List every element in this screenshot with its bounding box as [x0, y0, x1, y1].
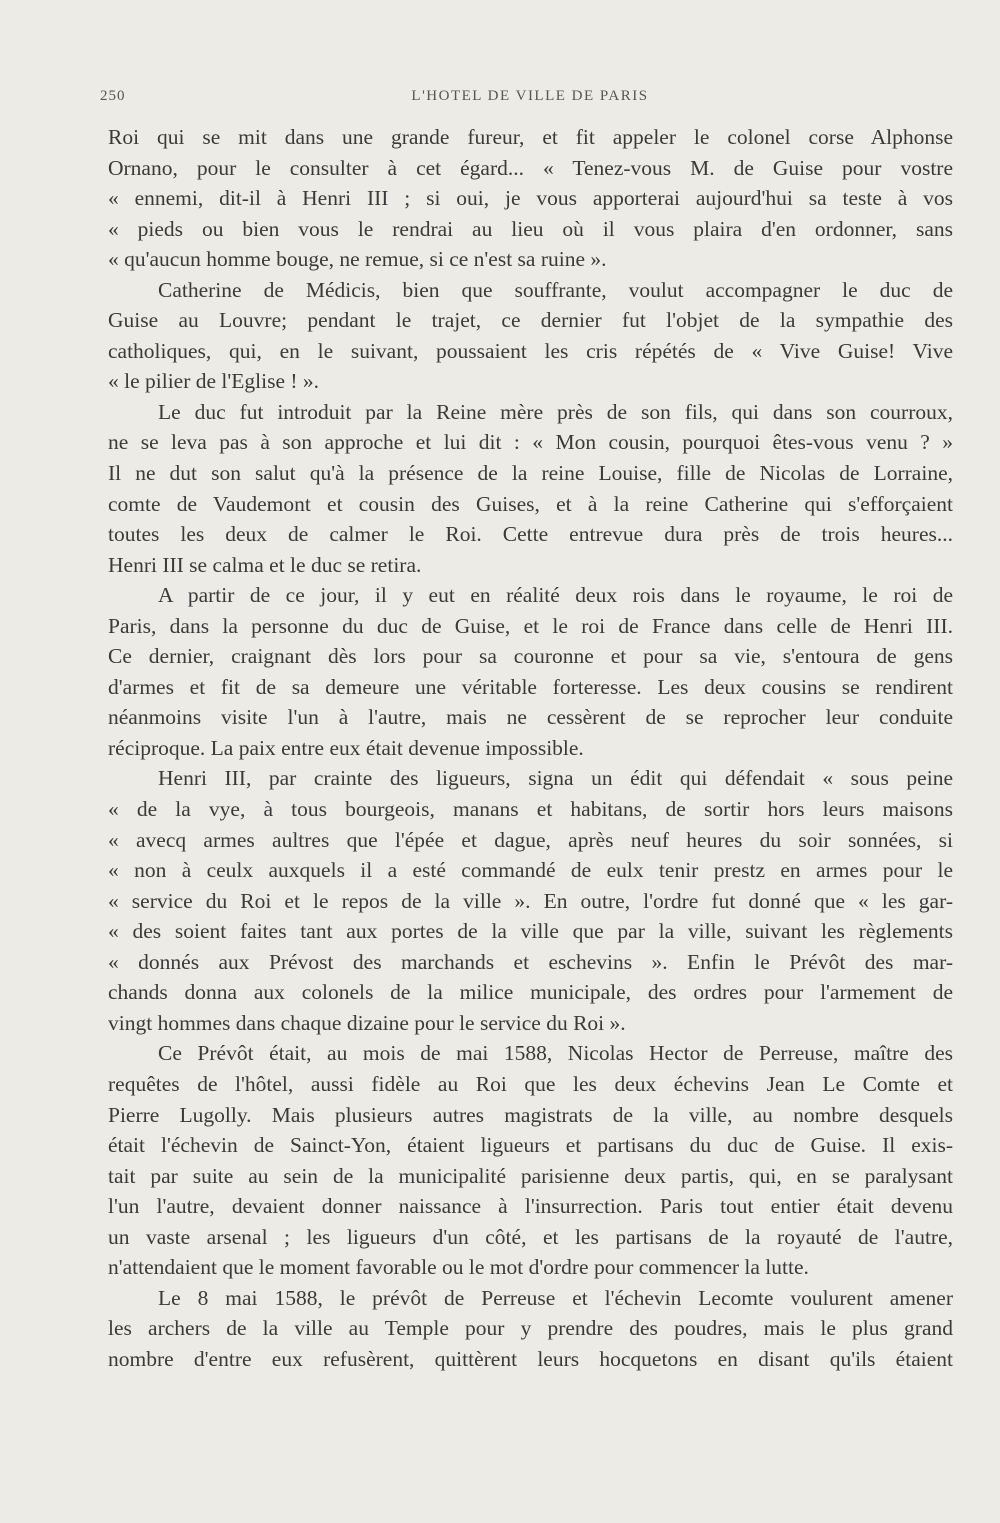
- text-line: Ornano, pour le consulter à cet égard... « Tenez-vous M. de Guise pour vostre: [108, 155, 953, 180]
- page-header: [100, 86, 960, 116]
- body-text: [108, 122, 953, 1374]
- paragraph-first-line: Le 8 mai 1588, le prévôt de Perreuse et l'échevin Lecomte voulurent amener: [158, 1285, 953, 1310]
- text-line: néanmoins visite l'un à l'autre, mais ne cessèrent de se reprocher leur conduite: [108, 705, 953, 730]
- text-line: toutes les deux de calmer le Roi. Cette entrevue dura près de trois heures...: [108, 522, 953, 547]
- text-line: « non à ceulx auxquels il a esté commandé de eulx tenir prestz en armes pour le: [108, 858, 953, 883]
- text-line: nombre d'entre eux refusèrent, quittèrent leurs hocquetons en disant qu'ils étaient: [108, 1346, 953, 1371]
- text-line: ne se leva pas à son approche et lui dit : « Mon cousin, pourquoi êtes-vous venu ? »: [108, 430, 953, 455]
- paragraph-first-line: Catherine de Médicis, bien que souffrante, voulut accompagner le duc de: [158, 277, 953, 302]
- text-line: Paris, dans la personne du duc de Guise, et le roi de France dans celle de Henri III.: [108, 613, 953, 638]
- paragraph-first-line: Ce Prévôt était, au mois de mai 1588, Nicolas Hector de Perreuse, maître des: [158, 1041, 953, 1066]
- text-line: Roi qui se mit dans une grande fureur, et fit appeler le colonel corse Alphonse: [108, 125, 953, 149]
- text-line: d'armes et fit de sa demeure une véritable forteresse. Les deux cousins se rendirent: [108, 674, 953, 699]
- text-line: « des soient faites tant aux portes de la ville que par la ville, suivant les règlements: [108, 919, 953, 944]
- text-line: Ce dernier, craignant dès lors pour sa couronne et pour sa vie, s'entoura de gens: [108, 644, 953, 669]
- text-line: requêtes de l'hôtel, aussi fidèle au Roi que les deux échevins Jean Le Comte et: [108, 1071, 953, 1096]
- text-line: réciproque. La paix entre eux était devenue impossible.: [108, 735, 584, 760]
- text-line: un vaste arsenal ; les ligueurs d'un côté, et les partisans de la royauté de l'autre,: [108, 1224, 953, 1249]
- page-number: 250: [100, 88, 126, 104]
- text-line: « service du Roi et le repos de la ville ». En outre, l'ordre fut donné que « les gar-: [108, 888, 953, 913]
- paragraph-first-line: A partir de ce jour, il y eut en réalité deux rois dans le royaume, le roi de: [158, 583, 953, 608]
- text-line: « de la vye, à tous bourgeois, manans et habitans, de sortir hors leurs maisons: [108, 797, 953, 822]
- paragraph-first-line: Le duc fut introduit par la Reine mère près de son fils, qui dans son courroux,: [158, 399, 953, 424]
- text-line: les archers de la ville au Temple pour y prendre des poudres, mais le plus grand: [108, 1316, 953, 1341]
- text-line: « donnés aux Prévost des marchands et eschevins ». Enfin le Prévôt des mar-: [108, 949, 953, 974]
- running-title: L'HOTEL DE VILLE DE PARIS: [411, 88, 649, 104]
- text-line: comte de Vaudemont et cousin des Guises, et à la reine Catherine qui s'efforçaient: [108, 491, 953, 516]
- text-line: était l'échevin de Sainct-Yon, étaient ligueurs et partisans du duc de Guise. Il exis-: [108, 1133, 953, 1158]
- text-line: « qu'aucun homme bouge, ne remue, si ce n'est sa ruine ».: [108, 247, 607, 272]
- text-line: « avecq armes aultres que l'épée et dague, après neuf heures du soir sonnées, si: [108, 827, 953, 852]
- text-line: « ennemi, dit-il à Henri III ; si oui, je vous apporterai aujourd'hui sa teste à vos: [108, 186, 953, 211]
- text-line: n'attendaient que le moment favorable ou le mot d'ordre pour commencer la lutte.: [108, 1255, 809, 1280]
- text-line: tait par suite au sein de la municipalité parisienne deux partis, qui, en se paralysant: [108, 1163, 953, 1188]
- text-line: Pierre Lugolly. Mais plusieurs autres magistrats de la ville, au nombre desquels: [108, 1102, 953, 1127]
- text-line: vingt hommes dans chaque dizaine pour le service du Roi ».: [108, 1010, 626, 1035]
- text-line: Henri III se calma et le duc se retira.: [108, 552, 422, 577]
- text-line: Guise au Louvre; pendant le trajet, ce dernier fut l'objet de la sympathie des: [108, 308, 953, 333]
- text-line: catholiques, qui, en le suivant, poussaient les cris répétés de « Vive Guise! Vive: [108, 338, 953, 363]
- text-line: « pieds ou bien vous le rendrai au lieu où il vous plaira d'en ordonner, sans: [108, 216, 953, 241]
- paragraph-first-line: Henri III, par crainte des ligueurs, signa un édit qui défendait « sous peine: [158, 766, 953, 791]
- text-line: Il ne dut son salut qu'à la présence de la reine Louise, fille de Nicolas de Lorraine,: [108, 461, 953, 486]
- text-line: chands donna aux colonels de la milice municipale, des ordres pour l'armement de: [108, 980, 953, 1005]
- text-line: « le pilier de l'Eglise ! ».: [108, 369, 320, 394]
- text-line: l'un l'autre, devaient donner naissance à l'insurrection. Paris tout entier était devenu: [108, 1194, 953, 1219]
